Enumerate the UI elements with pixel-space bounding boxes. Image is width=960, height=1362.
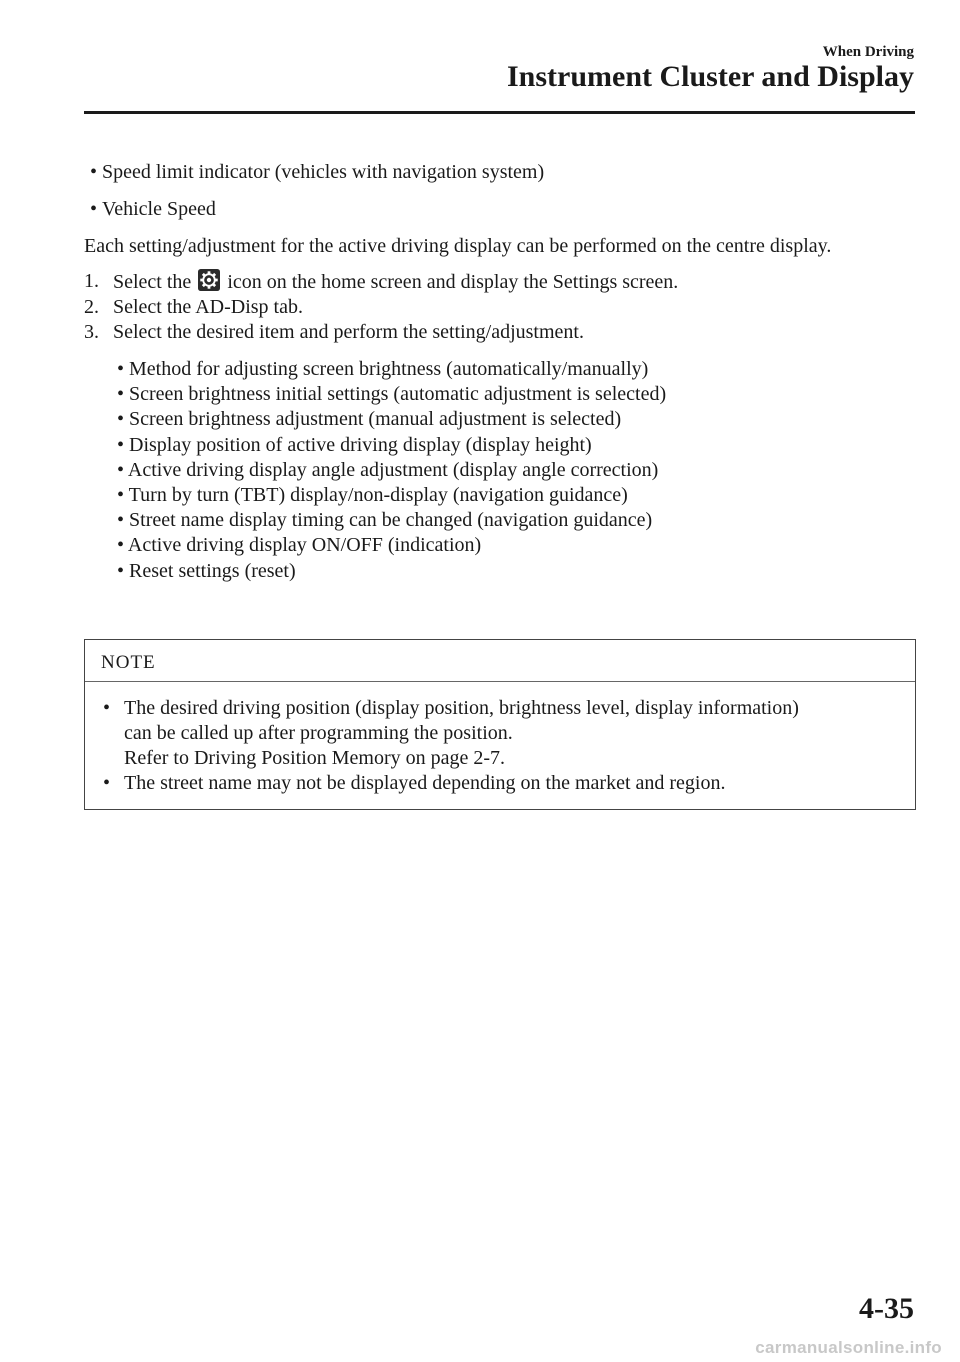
settings-item-list [84, 357, 916, 584]
section-label: When Driving [822, 44, 914, 60]
list-item: • Screen brightness adjustment (manual adjustment is selected) [117, 408, 622, 431]
list-item: • Vehicle Speed [90, 198, 216, 220]
page-title: Instrument Cluster and Display [506, 60, 914, 93]
list-item-text: Method for adjusting screen brightness (automatically/manually) [129, 358, 649, 380]
step-item [84, 320, 916, 345]
list-item: • Turn by turn (TBT) display/non-display (navigation guidance) [117, 484, 628, 507]
note-title: NOTE [101, 652, 156, 673]
page-number: 4-35 [859, 1292, 914, 1325]
step-number: 1. [84, 270, 99, 292]
list-item: • Active driving display angle adjustment (display angle correction) [117, 458, 659, 481]
main-content [84, 160, 916, 584]
list-item-text: Screen brightness adjustment (manual adjustment is selected) [129, 408, 622, 431]
list-item: • Screen brightness initial settings (automatic adjustment is selected) [117, 383, 667, 406]
list-item: • Street name display timing can be changed (navigation guidance) [117, 509, 653, 532]
note-text: The street name may not be displayed depending on the market and region. [124, 772, 726, 794]
list-item-text: Speed limit indicator (vehicles with navigation system) [102, 161, 545, 183]
note-text: The desired driving position (display position, brightness level, display information) [124, 697, 799, 719]
note-divider [85, 681, 915, 682]
list-item-text: Vehicle Speed [102, 198, 216, 220]
step-item [84, 269, 916, 295]
list-item: • Speed limit indicator (vehicles with navigation system) [90, 161, 545, 183]
watermark: carmanualsonline.info [755, 1338, 942, 1357]
step-text: Select the AD-Disp tab. [113, 296, 303, 318]
list-item-text: Display position of active driving display (display height) [129, 433, 592, 456]
step-number: 3. [84, 321, 99, 343]
note-text: can be called up after programming the position. [124, 722, 513, 744]
header-rule [84, 111, 915, 114]
list-item: • Display position of active driving display (display height) [117, 433, 592, 456]
step-text: icon on the home screen and display the Settings screen. [227, 271, 679, 293]
list-item-text: Turn by turn (TBT) display/non-display (navigation guidance) [128, 484, 628, 507]
step-text: Select the [113, 271, 192, 293]
intro-paragraph: Each setting/adjustment for the active driving display can be performed on the centre display. [84, 235, 832, 257]
step-text: Select the desired item and perform the setting/adjustment. [113, 321, 584, 343]
gear-icon [198, 269, 220, 291]
step-number: 2. [84, 296, 99, 318]
top-bullet-list [84, 160, 916, 222]
note-text: Refer to Driving Position Memory on page 2-7. [124, 747, 506, 769]
steps-list [84, 269, 916, 345]
list-item-text: Active driving display ON/OFF (indication) [127, 534, 482, 557]
note-list [103, 696, 903, 796]
note-item: • The street name may not be displayed depending on the market and region. [103, 772, 726, 794]
step-item [84, 295, 916, 320]
note-item: • The desired driving position (display position, brightness level, display information) can be called up after programming the position. Refer to Driving Position Memory on page 2-7. [103, 697, 799, 769]
list-item-text: Screen brightness initial settings (automatic adjustment is selected) [129, 383, 667, 406]
list-item-text: Active driving display angle adjustment (display angle correction) [127, 458, 659, 481]
list-item: • Reset settings (reset) [117, 559, 296, 582]
note-box [84, 639, 916, 810]
list-item: • Method for adjusting screen brightness (automatically/manually) [117, 358, 649, 380]
list-item-text: Street name display timing can be changed (navigation guidance) [129, 509, 653, 532]
list-item: • Active driving display ON/OFF (indication) [117, 534, 482, 557]
list-item-text: Reset settings (reset) [129, 559, 296, 582]
